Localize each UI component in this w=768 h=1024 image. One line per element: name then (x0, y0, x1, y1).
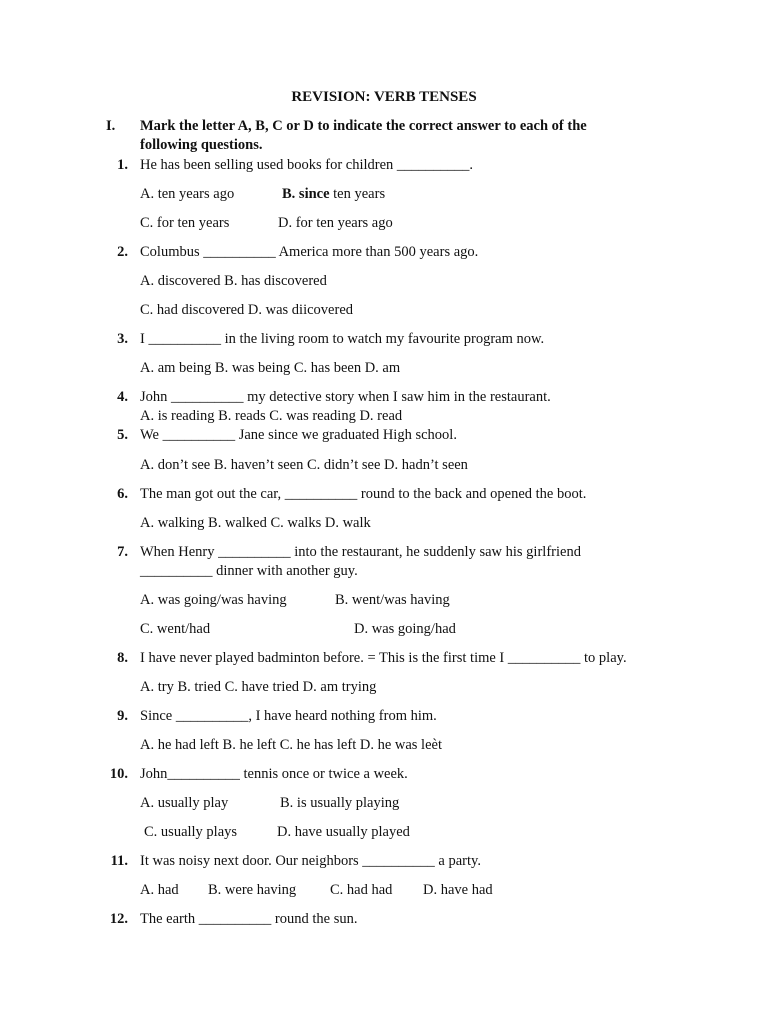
question-stem: When Henry __________ into the restaurant, he suddenly saw his girlfriend (140, 544, 581, 560)
question-stem: It was noisy next door. Our neighbors __________ a party. (140, 853, 481, 869)
option-b: B. were having (208, 882, 297, 898)
question-number: 5. (117, 427, 128, 443)
question-stem: The man got out the car, __________ round to the back and opened the boot. (140, 486, 587, 502)
option-c: C. usually plays (144, 824, 238, 840)
page-title: REVISION: VERB TENSES (291, 89, 477, 105)
option-c: C. for ten years (140, 215, 230, 231)
options-line: A. discovered B. has discovered (140, 273, 327, 289)
question-number: 10. (109, 766, 128, 782)
option-b: B. went/was having (335, 592, 450, 608)
question-stem: We __________ Jane since we graduated High school. (140, 427, 457, 443)
question-number: 11. (110, 853, 128, 869)
options-line: A. walking B. walked C. walks D. walk (140, 515, 371, 531)
option-a: A. was going/was having (140, 592, 287, 608)
question-stem-continued: __________ dinner with another guy. (140, 563, 358, 579)
options-line: A. is reading B. reads C. was reading D. read (140, 408, 403, 424)
question-stem: I have never played badminton before. = This is the first time I __________ to play. (140, 650, 627, 666)
question-number: 6. (117, 486, 128, 502)
question-stem: I __________ in the living room to watch my favourite program now. (140, 331, 545, 347)
section-instruction-line1: Mark the letter A, B, C or D to indicate the correct answer to each of the (140, 118, 587, 134)
options-line: A. don’t see B. haven’t seen C. didn’t see D. hadn’t seen (140, 457, 468, 473)
question-number: 8. (117, 650, 128, 666)
question-number: 3. (117, 331, 128, 347)
option-d: D. was going/had (354, 621, 456, 637)
option-d: D. for ten years ago (278, 215, 393, 231)
option-a: A. ten years ago (140, 186, 235, 202)
option-c: C. had had (330, 882, 393, 898)
option-b (282, 185, 385, 203)
question-number: 7. (117, 544, 128, 560)
options-line: C. had discovered D. was diicovered (140, 302, 354, 318)
question-stem: The earth __________ round the sun. (140, 911, 358, 927)
option-d: D. have had (423, 882, 493, 898)
question-stem: John__________ tennis once or twice a week. (140, 766, 408, 782)
question-number: 1. (117, 157, 128, 173)
option-a: A. usually play (140, 795, 229, 811)
section-instruction-line2: following questions. (140, 137, 263, 153)
section-numeral: I. (106, 118, 116, 134)
question-stem: Columbus __________ America more than 500 years ago. (140, 244, 479, 260)
option-c: C. went/had (140, 621, 211, 637)
question-number: 12. (109, 911, 128, 927)
question-stem: Since __________, I have heard nothing from him. (140, 708, 437, 724)
option-a: A. had (140, 882, 179, 898)
question-number: 2. (117, 244, 128, 260)
option-b-bold: B. since (282, 186, 330, 202)
question-stem: John __________ my detective story when I saw him in the restaurant. (140, 389, 551, 405)
option-b-rest: ten years (329, 186, 386, 202)
option-d: D. have usually played (277, 824, 410, 840)
question-number: 4. (117, 389, 128, 405)
options-line: A. he had left B. he left C. he has left D. he was leèt (140, 737, 442, 753)
options-line: A. am being B. was being C. has been D. am (140, 360, 401, 376)
options-line: A. try B. tried C. have tried D. am trying (140, 679, 377, 695)
question-stem: He has been selling used books for children __________. (140, 157, 474, 173)
question-number: 9. (117, 708, 128, 724)
option-b: B. is usually playing (280, 795, 400, 811)
